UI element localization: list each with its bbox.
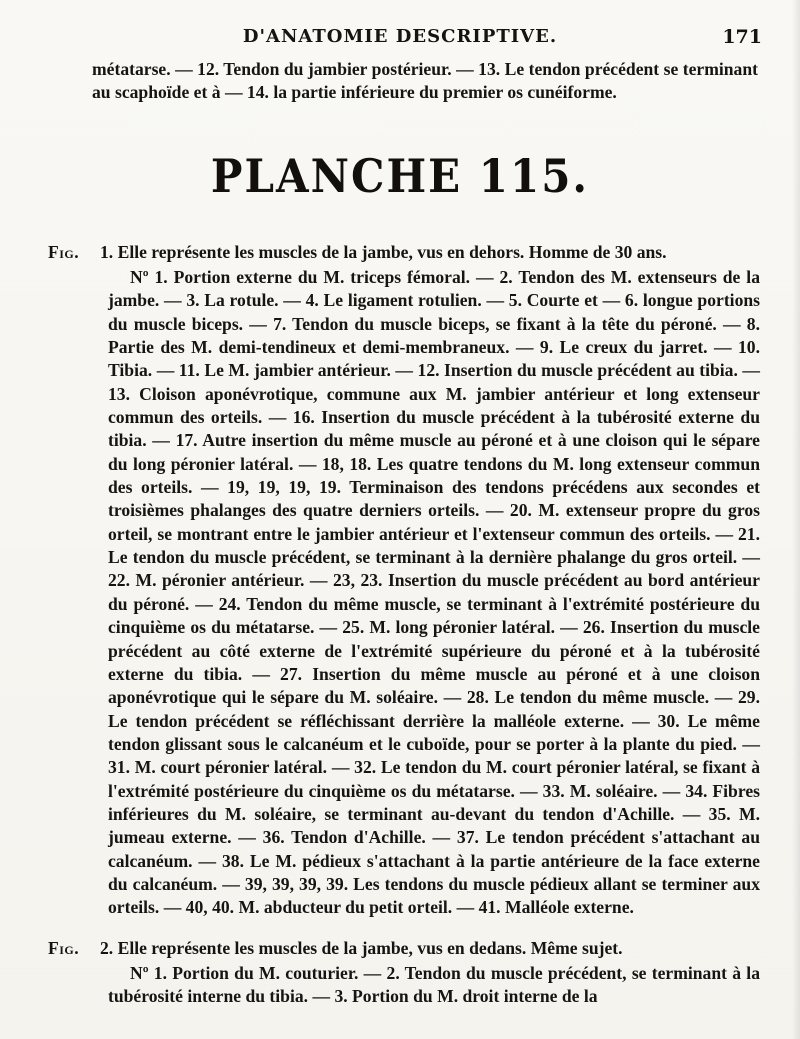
figure-1-legend — [108, 266, 760, 920]
plate-title: PLANCHE 115. — [210, 150, 590, 203]
figure-2-legend — [108, 962, 760, 1009]
figure-1-legend-text: Nº 1. Portion externe du M. triceps fémoral. — 2. Tendon des M. extenseurs de la jambe. — 3. La rotule. — 4. Le ligament rotulien. — 5. Courte et — 6. longue portions du muscle biceps. — 7. Tendon du muscle biceps, se fixant à la tête du péroné. — 8. Partie des M. demi-tendineux et demi-membraneux. — 9. Le creux du jarret. — 10. Tibia. — 11. Le M. jambier antérieur. — 12. Insertion du muscle précédent au tibia. — 13. Cloison aponévrotique, commune aux M. jambier antérieur et long extenseur commun des orteils. — 16. Insertion du muscle précédent à la tubérosité externe du tibia. — 17. Autre insertion du même muscle au péroné et à une cloison qui le sépare du long péronier latéral. — 18, 18. Les quatre tendons du M. long extenseur commun des orteils. — 19, 19, 19, 19. Terminaison des tendons précédens aux secondes et troisièmes phalanges des quatre derniers orteils. — 20. M. extenseur propre du gros orteil, se montrant entre le jambier antérieur et l'extenseur commun des orteils. — 21. Le tendon du muscle précédent, se terminant à la dernière phalange du gros orteil. — 22. M. péronier antérieur. — 23, 23. Insertion du muscle précédent au bord antérieur du péroné. — 24. Tendon du même muscle, se terminant à l'extrémité postérieure du cinquième os du métatarse. — 25. M. long péronier latéral. — 26. Insertion du muscle précédent au côté externe de l'extrémité supérieure du péroné et à la tubérosité externe du tibia. — 27. Insertion du même muscle au péroné et à une cloison aponévrotique qui le sépare du M. soléaire. — 28. Le tendon du même muscle. — 29. Le tendon précédent se réfléchissant derrière la malléole externe. — 30. Le même tendon glissant sous le calcanéum et le cuboïde, pour se porter à la plante du pied. — 31. M. court péronier latéral. — 32. Le tendon du M. court péronier latéral, se fixant à l'extrémité postérieure du cinquième os du métatarse. — 33. M. soléaire. — 34. Fibres inférieures du M. soléaire, se terminant au-devant du tendon d'Achille. — 35. M. jumeau externe. — 36. Tendon d'Achille. — 37. Le tendon précédent s'attachant au calcanéum. — 38. Le M. pédieux s'attachant à la partie antérieure de la face externe du calcanéum. — 39, 39, 39, 39. Les tendons du muscle pédieux allant se terminer aux orteils. — 40, 40. M. abducteur du petit orteil. — 41. Malléole externe. — [108, 267, 760, 918]
continuation-paragraph: métatarse. — 12. Tendon du jambier postérieur. — 13. Le tendon précédent se terminant au scaphoïde et à — 14. la partie inférieure du premier os cunéiforme. — [92, 59, 758, 103]
page-number: 171 — [722, 26, 762, 48]
figure-2-legend-text: Nº 1. Portion du M. couturier. — 2. Tendon du muscle précédent, se terminant à la tubérosité interne du tibia. — 3. Portion du M. droit interne de la — [108, 963, 760, 1007]
page-edge-shadow — [792, 0, 800, 1039]
figure-2-caption: 2. Elle représente les muscles de la jambe, vus en dedans. Même sujet. — [100, 938, 623, 958]
page-header — [0, 26, 800, 52]
running-title: D'ANATOMIE DESCRIPTIVE. — [242, 26, 558, 47]
figure-1-caption: 1. Elle représente les muscles de la jambe, vus en dehors. Homme de 30 ans. — [100, 242, 667, 262]
figure-2-label: Fig. — [48, 938, 80, 958]
figure-1-label: Fig. — [48, 242, 80, 262]
